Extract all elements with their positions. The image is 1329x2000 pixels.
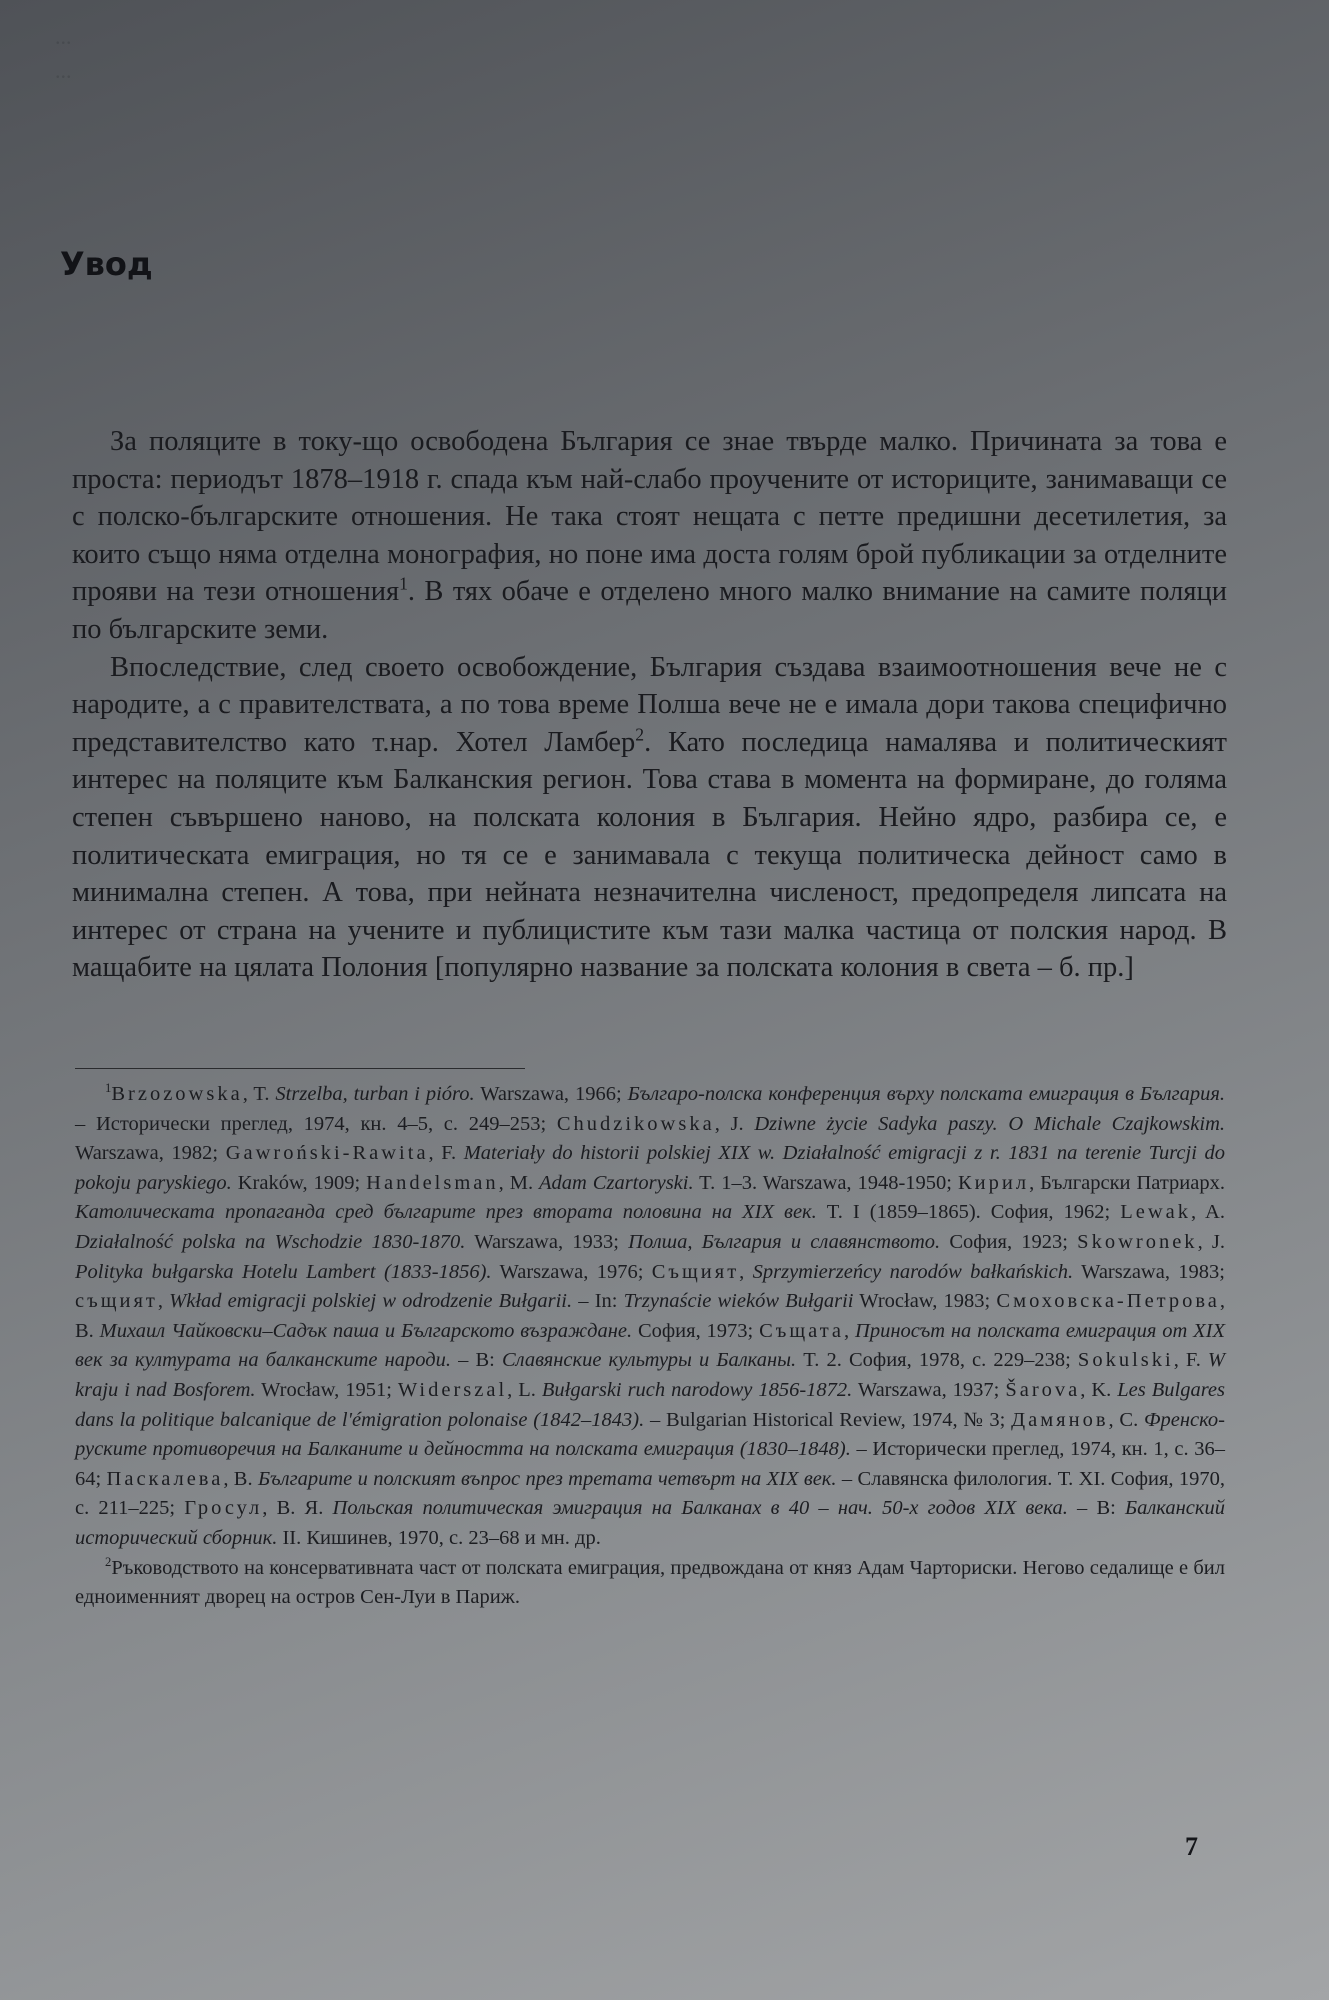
author: Brzozowska xyxy=(111,1083,243,1105)
paragraph-text: Впоследствие, след своето освобождение, България създава взаимоотношения вече не с народите, а с правителствата, а по това време Полша вече не е имала дори такова специфично представителство като т.нар. Хотел Ламбер xyxy=(72,651,1227,758)
citation-text: София, 1973; xyxy=(632,1319,760,1342)
footnote-1 xyxy=(75,1080,1225,1554)
citation-text: , T. xyxy=(242,1083,276,1105)
body-paragraph xyxy=(72,423,1227,649)
citation-text: – Славянска филология. Т. XI. София, 1970, с. 211–225; xyxy=(75,1467,1225,1520)
citation-text: , F. xyxy=(1173,1349,1208,1372)
footnote-ref[interactable]: 1 xyxy=(399,573,408,594)
citation-title: Българо-полска конференция върху полската емиграция в България. xyxy=(627,1083,1225,1105)
author: Lewak xyxy=(1120,1201,1192,1224)
author: Смоховска-Петрова xyxy=(996,1290,1220,1313)
author: Гросул xyxy=(184,1497,263,1520)
citation-text: T. 2. София, 1978, с. 229–238; xyxy=(796,1349,1078,1372)
citation-text: , xyxy=(844,1319,856,1342)
citation-text: – Исторически преглед, 1974, кн. 4–5, с. 249–253; xyxy=(75,1112,557,1135)
citation-text: Wrocław, 1983; xyxy=(853,1290,997,1313)
citation-text: , В. Я. xyxy=(262,1497,333,1520)
citation-text: – В: xyxy=(1067,1497,1126,1520)
citation-text: , A. xyxy=(1191,1201,1225,1224)
citation-text: Warszawa, 1976; xyxy=(491,1260,652,1283)
paragraph-text: . Като последица намалява и политическият интерес на поляците към Балканския регион. Това става в момента на формиране, до голяма степен съвършено наново, на полската колония в България. Нейно ядро, разбира се, е политическата емиграция, но тя се е занимавала с текуща политическа дейност само в минимална степен. А това, при нейната незначителна численост, предопределя липсата на интерес от страна на учените и публицистите към тази малка частица от полския народ. В мащабите на цялата Полония [популярно название за полската колония в света – б. пр.] xyxy=(72,726,1227,984)
citation-text: , M. xyxy=(498,1171,540,1194)
citation-text: Wrocław, 1951; xyxy=(255,1378,398,1401)
footnote-divider xyxy=(75,1068,525,1069)
bleed-line: ... xyxy=(55,24,72,49)
citation-text: , F. xyxy=(428,1142,464,1165)
author: Sokulski xyxy=(1077,1349,1174,1372)
citation-text: , L. xyxy=(507,1378,542,1401)
citation-text: , В. xyxy=(223,1467,258,1490)
citation-text: Warszawa, 1933; xyxy=(465,1230,629,1253)
footnote-text: Ръководството на консервативната част от полската емиграция, предвождана от княз Адам Чарториски. Негово седалище е бил едноименният дворец на остров Сен-Луи в Париж. xyxy=(75,1556,1225,1609)
body-text xyxy=(72,423,1227,987)
citation-title: Михаил Чайковски–Садък паша и Българското възраждане. xyxy=(99,1319,633,1342)
citation-title: W kraju i nad Bosforem. xyxy=(75,1349,1225,1401)
citation-title: Полша, България и славянството. xyxy=(628,1230,941,1253)
citation-title: Działalność polska na Wschodzie 1830-1870. xyxy=(75,1230,466,1253)
citation-text: – In: xyxy=(572,1290,624,1313)
author: Widerszal xyxy=(397,1378,508,1401)
citation-text: T. I (1859–1865). София, 1962; xyxy=(816,1201,1121,1224)
bleed-through-text xyxy=(55,20,1245,150)
citation-title: Българите и полският въпрос през третата четвърт на XIX век. xyxy=(257,1467,837,1490)
citation-title: Католическата пропаганда сред българите през втората половина на XIX век. xyxy=(75,1201,817,1224)
citation-title: Strzelba, turban i pióro. xyxy=(275,1083,475,1105)
author: Chudzikowska xyxy=(556,1112,715,1135)
citation-title: Славянские культуры и Балканы. xyxy=(501,1349,797,1372)
author: Дамянов xyxy=(1011,1408,1109,1431)
citation-text: – Исторически преглед, 1974, кн. 1, с. 36–64; xyxy=(75,1438,1225,1490)
citation-text: , В. xyxy=(75,1290,1226,1342)
citation-title: Adam Czartoryski. xyxy=(539,1171,694,1194)
footnotes xyxy=(75,1080,1225,1613)
chapter-heading: Увод xyxy=(60,245,153,283)
author: Същият xyxy=(651,1260,740,1283)
footnote-ref[interactable]: 2 xyxy=(635,724,645,745)
footnote-2 xyxy=(75,1554,1225,1613)
paragraph-text: За поляците в току-що освободена България се знае твърде малко. Причината за това е проста: периодът 1878–1918 г. спада към най-слабо проучените от историците, занимаващи се с полско-българските отношения. Не така стоят нещата с петте предишни десетилетия, за които също няма отделна монография, но поне има доста голям брой публикации за отделните прояви на тези отношения xyxy=(72,426,1227,608)
citation-title: Trzynaście wieków Bułgarii xyxy=(623,1290,854,1313)
citation-text: , J. xyxy=(1197,1230,1225,1253)
citation-title: Wkład emigracji polskiej w odrodzenie Bułgarii. xyxy=(169,1290,573,1313)
citation-text: T. 1–3. Warszawa, 1948-1950; xyxy=(693,1171,958,1194)
citation-title: Polityka bułgarska Hotelu Lambert (1833-1856). xyxy=(75,1260,492,1283)
citation-title: Балканский исторический сборник. xyxy=(75,1497,1225,1549)
citation-title: Bułgarski ruch narodowy 1856-1872. xyxy=(541,1378,853,1401)
author: Кирил xyxy=(957,1171,1030,1194)
citation-title: Dziwne życie Sadyka paszy. O Michale Czajkowskim. xyxy=(754,1112,1225,1135)
citation-title: Materiały do historii polskiej XIX w. Działalność emigracji z r. 1831 na terenie Turcji do pokoju paryskiego. xyxy=(75,1142,1225,1194)
bleed-line: ... xyxy=(55,58,72,83)
citation-text: , xyxy=(739,1260,753,1283)
citation-text: , xyxy=(157,1290,170,1313)
citation-title: Польская политическая эмиграция на Балканах в 40 – нач. 50-х годов XIX века. xyxy=(332,1497,1068,1520)
body-paragraph xyxy=(72,649,1227,987)
author: Паскалева xyxy=(106,1467,224,1490)
footnote-number: 1 xyxy=(105,1081,112,1096)
page-number: 7 xyxy=(1185,1832,1198,1861)
paragraph-text: . В тях обаче е отделено много малко внимание на самите поляци по българските земи. xyxy=(72,576,1227,645)
author: Същата xyxy=(759,1319,845,1342)
author: Handelsman xyxy=(366,1171,499,1194)
citation-text: Warszawa, 1937; xyxy=(852,1378,1006,1401)
citation-text: , С. xyxy=(1108,1408,1144,1431)
citation-text: , J. xyxy=(714,1112,755,1135)
citation-text: , Български Патриарх. xyxy=(1029,1171,1225,1194)
citation-title: Les Bulgares dans la politique balcanique de l'émigration polonaise (1842–1843). xyxy=(75,1378,1225,1431)
citation-text: , K. xyxy=(1080,1378,1118,1401)
citation-title: Френско-руските противоречия на Балканите и дейността на полската емиграция (1830–1848). xyxy=(75,1408,1225,1461)
author: Skowronek xyxy=(1077,1230,1198,1253)
citation-text: – Bulgarian Historical Review, 1974, № 3; xyxy=(644,1408,1012,1431)
citation-title: Sprzymierzeńcy narodów bałkańskich. xyxy=(752,1260,1074,1283)
citation-text: Warszawa, 1983; xyxy=(1073,1260,1225,1283)
citation-text: – В: xyxy=(451,1349,502,1372)
citation-text: София, 1923; xyxy=(940,1230,1078,1253)
citation-text: Warszawa, 1982; xyxy=(75,1142,226,1165)
footnote-number: 2 xyxy=(105,1554,112,1569)
citation-text: II. Кишинев, 1970, с. 23–68 и мн. др. xyxy=(277,1526,601,1549)
citation-text: Kraków, 1909; xyxy=(231,1171,367,1194)
author: Gawroński-Rawita xyxy=(225,1142,429,1165)
author: Šarova xyxy=(1005,1378,1081,1401)
citation-title: Приносът на полската емиграция от XIX век за културата на балканските народи. xyxy=(75,1319,1225,1372)
citation-text: Warszawa, 1966; xyxy=(474,1083,628,1105)
author: същият xyxy=(75,1290,158,1313)
